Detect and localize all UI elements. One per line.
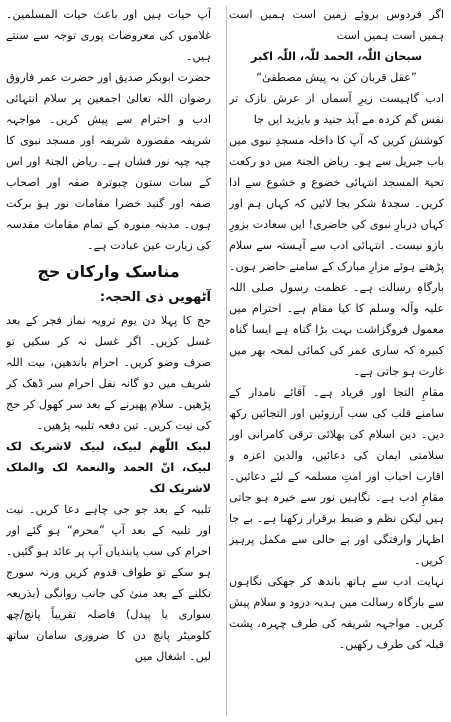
paragraph-hayat: آپ حیات ہیں اور باعث حیات المسلمین۔ غلاموں کی معروضات پوری توجہ سے سنتے ہیں۔	[6, 8, 211, 63]
paragraph-masjid-entry: کوشش کریں کہ آپ کا داخلہ مسجدِ نبوی میں باب جبریل سے ہو۔ ریاض الجنۃ میں دو رکعت تحیۃ المسجد انتہائی خضوع و خشوع سے ادا کریں۔ سجدۂ شکر بجا لائیں کہ کہاں ہم اور کہاں دربارِ نبوی کی حاضری! ایں سعادت بزورِ بازو نیست۔ انتہائی ادب سے آہستہ سے سلام پڑھتے ہوئے مزارِ مبارک کے سامنے حاضر ہوں۔ بارگاہِ رسالت ہے۔ عظمت رسول صلی اللہ علیہ وآلہ وسلم کا کیا مقام ہے۔ احترام میں معمول فروگزاشت بہت بڑا گناہ ہے ایسا گناہ کبیرہ کہ ساری عمر کی کمائی لمحہ بھر میں غارت ہو جاتی ہے۔	[229, 134, 444, 378]
paragraph-mina: تلبیہ کے بعد جو جی چاہے دعا کریں۔ نیت اور تلبیہ کے بعد آپ ”محرم“ ہو گئے اور احرام کی سب پابندیاں آپ پر عائد ہو گئیں۔ ہو سکے تو طواف قدوم کریں ورنہ سورج نکلنے کے بعد منیٰ کی جانب روانگی (بذریعہ سواری یا پیدل) فاصلہ تقریباً پانچ/چھ کلومیٹر پانچ دن کا ضروری سامان ساتھ لیں۔ اشغال میں	[6, 503, 211, 663]
paragraph-ihram: حج کا پہلا دن یوم ترویہ نماز فجر کے بعد غسل کریں۔ اگر غسل نہ کر سکیں تو صرف وضو کریں۔ احرام باندھیں، بیت اللہ شریف میں دو گانہ نفل احرام سر ڈھک کر پڑھیں۔ سلام پھیرنے کے بعد سر کھول کر حج کی نیت کریں۔ تین دفعہ تلبیہ پڑھیں۔	[6, 314, 211, 432]
column-divider	[226, 6, 227, 716]
section-heading: مناسک وارکان حج	[37, 262, 180, 281]
sahaba-names-line: حضرت ابوبکر صدیق اور حضرت عمر فاروق	[6, 71, 211, 84]
poem-verse: اگر فردوس بروئے زمین است ہمیں است ہمیں است ہمیں است	[229, 8, 444, 42]
left-column	[6, 4, 211, 718]
paragraph-salam: نہایت ادب سے ہاتھ باندھ کر جھکی نگاہوں سے بارگاہ رسالت میں ہدیہ درود و سلام پیش کریں۔ مواجہہ شریفہ کی طرف چہرہ، پشت قبلہ کی طرف رکھیں۔	[229, 575, 444, 651]
section-subheading: آٹھویں ذی الحجہ:	[99, 290, 211, 305]
praise-line: سبحان اللّٰہ، الحمد للّٰہ، اللّٰہ اکبر	[251, 50, 422, 63]
right-column	[229, 4, 444, 718]
paragraph-maqam-iltija: مقامِ التجا اور فریاد ہے۔ آقائے نامدار کے سامنے قلب کی سب آرزوئیں اور التجائیں رکھ دیں۔ دین اسلام کی بھلائی ترقی کامرانی اور سلامتی ایمان کی دعائیں، والدین اعزہ و اقارب احباب اور امتِ مسلمہ کے لئے دعائیں۔ مقامِ ادب ہے۔ نگاہیں نور سے خیرہ ہو جاتی ہیں لیکن نظم و ضبط برقرار رکھنا ہے۔ بے جا اظہار وارفتگی اور بے حالی سے مکمل پرہیز کریں۔	[229, 386, 444, 567]
talbiyah-text: لبیک اللّٰھم لبیک، لبیک لاشریک لک لبیک، انّ الحمد والنعمۃ لک والملک لاشریک لک	[6, 440, 211, 495]
quote-line: ”عقل قربان کن بہ پیش مصطفیٰ“	[256, 71, 417, 84]
persian-couplet: ادب گاہیست زیرِ آسماں از عرش نازک تر نفس گم کردہ مے آید جنید و بایزید ایں جا	[229, 92, 444, 126]
paragraph-ziyarat: رضوان اللہ تعالیٰ اجمعین پر سلام انتہائی ادب و احترام سے پیش کریں۔ مواجہہ شریفہ مقصورہ شریفہ اور مسجد نبوی کا چپہ چپہ نور فشاں ہے۔ ریاض الجنۃ اور اس کے سات ستون چبوترہ صفہ اور اصحاب صفہ اور گنبد خضرا مقامات نور ہو برکت ہوں۔ مدینہ منورہ کے تمام مقامات مقدسہ کی زیارت عین عبادت ہے۔	[6, 92, 211, 252]
